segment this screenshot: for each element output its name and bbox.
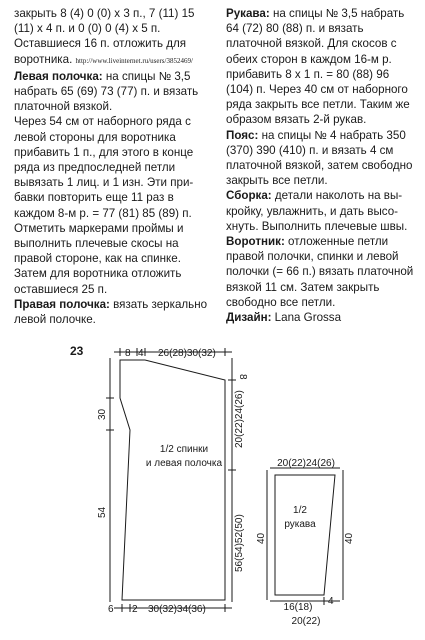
assembly-heading: Сборка:: [226, 189, 272, 203]
left-front-heading: Левая полочка:: [14, 69, 103, 83]
paragraph-right-front: Правая полочка: вязать зеркально левой полочке.: [14, 297, 208, 327]
dim-top-right: 26(28)30(32): [158, 348, 216, 359]
dim-bottom-right: 30(32)34(36): [148, 604, 206, 615]
paragraph-neckline-shaping: закрыть 8 (4) 0 (0) х 3 п., 7 (11) 15 (11) х 4 п. и 0 (0) 0 (4) х 5 п. Оставшиеся 16 п. отложить для воротника. http://www.liveinternet.ru/users/3852469/: [14, 7, 195, 66]
dim-left-lower: 54: [97, 506, 108, 518]
dim-right-top: 8: [237, 374, 248, 380]
paragraph-collar: Воротник: отложенные петли правой полочки, спинки и левой полочки (= 66 п.) вязать платочной вязкой 11 см. Затем закрыть свободно все петли.: [226, 235, 414, 309]
sleeve-dim-bottom-edge: 4: [328, 596, 334, 607]
body-label-line2: и левая полочка: [145, 458, 223, 469]
sleeve-label-line1: 1/2: [293, 505, 307, 516]
paragraph-assembly: Сборка: детали наколоть на выкройку, увлажнить, и дать высохнуть. Выполнить плечевые швы.: [226, 189, 408, 233]
sleeve-dim-bottom-main: 16(18): [283, 602, 313, 613]
sleeve-piece-outline: [275, 475, 335, 595]
design-heading: Дизайн:: [226, 311, 272, 325]
diagram-number: 23: [70, 344, 84, 358]
right-front-heading: Правая полочка:: [14, 297, 110, 311]
paragraph-belt: Пояс: на спицы № 4 набрать 350 (370) 390 (410) п. и вязать 4 см платочной вязкой, затем свободно закрыть все петли.: [226, 128, 413, 188]
sleeve-label-line2: рукава: [284, 519, 316, 530]
sleeve-dim-top: 20(22)24(26): [277, 458, 335, 469]
dim-left-upper: 30: [97, 408, 108, 420]
source-url: http://www.liveinternet.ru/users/3852469/: [75, 56, 193, 65]
body-label-line1: 1/2 спинки: [159, 444, 209, 455]
dim-right-lower: 56(54)52(50): [234, 514, 245, 572]
dim-bottom-mid: 2: [132, 604, 138, 615]
paragraph-collar-increases: Через 54 см от наборного ряда с левой стороны для воротника прибавить 1 п., для этого в конце ряда из предпоследней петли вывязать 1 лиц. и 1 изн. Эти прибавки повторить еще 11 раз в каждом 8-м р. = 77 (81) 85 (89) п. Отметить маркерами проймы и выполнить плечевые скосы на правой стороне, как на спинке. Затем для воротника отложить оставшиеся 25 п.: [14, 115, 194, 296]
body-piece-outline: [120, 360, 225, 600]
dim-bottom-left: 6: [108, 604, 114, 615]
sleeve-dim-right: 40: [344, 532, 355, 544]
dim-top-mid: 4: [138, 348, 144, 359]
sleeve-dim-bottom-total: 20(22): [291, 616, 321, 627]
sleeve-dim-left: 40: [256, 532, 267, 544]
belt-heading: Пояс:: [226, 128, 259, 142]
paragraph-design: Дизайн: Lana Grossa: [226, 311, 342, 325]
paragraph-left-front: Левая полочка: на спицы № 3,5 набрать 65 (69) 73 (77) п. и вязать платочной вязкой.: [14, 69, 199, 114]
collar-heading: Воротник:: [226, 235, 285, 249]
sleeves-heading: Рукава:: [226, 7, 270, 20]
paragraph-sleeves: Рукава: на спицы № 3,5 набрать 64 (72) 80 (88) п. и вязать платочной вязкой. Для скосов с обеих сторон в каждом 16-м р. прибавить 8 х 1 п. = 80 (88) 96 (104) п. Через 40 см от наборного ряда закрыть все петли. Таким же образом вязать 2-й рукав.: [226, 7, 410, 127]
dim-right-upper: 20(22)24(26): [234, 390, 245, 448]
dim-top-left: 8: [125, 348, 131, 359]
